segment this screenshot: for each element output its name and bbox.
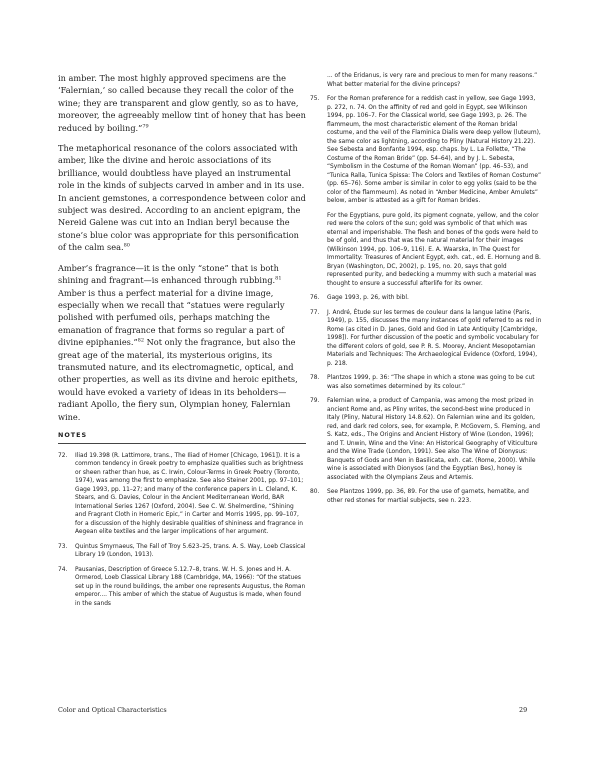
footnote-mark-79: 79 xyxy=(142,122,149,129)
note-78: 78. Plantzos 1999, p. 36: “The shape in which a stone was going to be cut was also sometimes determined by its colour.” xyxy=(310,375,535,390)
note-80: 80. See Plantzos 1999, pp. 36, 89. For the use of garnets, hematite, and other red stones for martial subjects, see n. 223. xyxy=(310,489,529,504)
running-footer-section: Color and Optical Characteristics xyxy=(58,706,167,714)
note-75: 75. For the Roman preference for a reddish cast in yellow, see Gage 1993, p. 272, n. 74. On the affinity of red and gold in Egypt, see Wilkinson 1994, pp. 106–7. For the Classical world, see Gage 1993, p. 26. The flammeum, the most characteristic element of the Roman bridal costume, and the veil of the Flaminica Dialis were deep yellow (luteum), the same color as lightning, according to Pliny (Natural History 21.22). See Sebesta and Bonfante 1994, esp. chaps. by L. La Follette, “The Costume of the Roman Bride” (pp. 54–64), and by J. L. Sebesta, “Symbolism in the Costume of the Roman Woman” (pp. 46–53), and “Tunica Ralla, Tunica Spissa: The Colors and Textiles of Roman Costume” (pp. 65–76). Some amber is similar in color to egg yolks (said to be the color of the flammeum). As noted in “Amber Medicine, Amber Amulets” below, amber is attested as a gift for Roman brides. xyxy=(310,96,542,204)
footnote-mark-81: 81 xyxy=(275,275,282,282)
footnote-mark-82: 82 xyxy=(137,337,145,344)
footnote-mark-80: 80 xyxy=(123,242,130,249)
note-74: 74. Pausanias, Description of Greece 5.12.7–8, trans. W. H. S. Jones and H. A. Ormerod, Loeb Classical Library 188 (Cambridge, MA, 1966): “Of the statues set up in the round buildings, the amber one represents Augustus, the Roman emperor.... This amber of which the statue of Augustus is made, when found in the sands xyxy=(58,566,306,607)
note-79: 79. Falernian wine, a product of Campania, was among the most prized in ancient Rome and, as Pliny writes, the second-best wine produced in Italy (Pliny, Natural History 14.8.62). On Falernian wine and its golden, red, and dark red colors, see, for example, P. McGovern, S. Fleming, and S. Katz, eds., The Origins and Ancient History of Wine (London, 1996); and T. Unwin, Wine and the Vine: An Historical Geography of Viticulture and the Wine Trade (London, 1991). See also The Wine of Dionysus: Banquets of Gods and Men in Basilicata, exh. cat. (Rome, 2000). While wine is associated with Dionysos (and the Egyptian Bes), honey is associated with the Olympians Zeus and Artemis. xyxy=(310,398,540,481)
notes-heading: NOTES xyxy=(58,431,306,444)
right-column xyxy=(310,72,542,511)
note-74-continuation: ... of the Eridanus, is very rare and precious to men for many reasons.” What better material for the divine princeps? xyxy=(327,73,538,88)
note-75-paragraph-2: For the Egyptians, pure gold, its pigment cognate, yellow, and the color red were the colors of the sun; gold was symbolic of that which was eternal and imperishable. The flesh and bones of the gods were held to be of gold, and thus that was the natural material for their images (Wilkinson 1994, pp. 106–9, 116). E. A. Waarska, In The Quest for Immortality: Treasures of Ancient Egypt, exh. cat., ed. E. Hornung and B. Bryan (Washington, DC, 2002), p. 195, no. 20, says that gold represented purity, and bedecking a mummy with such a material was thought to ensure a successful afterlife for its owner. xyxy=(327,212,541,287)
note-73: 73. Quintus Smyrnaeus, The Fall of Troy 5.623–25, trans. A. S. Way, Loeb Classical Library 19 (London, 1913). xyxy=(58,543,306,559)
note-77: 77. J. André, Étude sur les termes de couleur dans la langue latine (Paris, 1949), p. 155, discusses the many instances of gold referred to as red in Rome (as cited in D. Janes, Gold and God in Late Antiquity [Cambridge, 1998]). For further discussion of the poetic and symbolic vocabulary for the different colors of gold, see P. R. S. Moorey, Ancient Mesopotamian Materials and Techniques: The Archaeological Evidence (Oxford, 1994), p. 218. xyxy=(310,309,542,367)
body-paragraph-3: Amber’s fragrance—it is the only “stone” that is both shining and fragrant—is enhanced through rubbing.$^{81}$ Amber is thus a perfect material for a divine image, especially when we recall that “statues were regularly polished with perfumed oils, perhaps matching the emanation of fragrance that forms so regular a part of divine epiphanies.”$^{82}$ Not only the fragrance, but also the great age of the material, its mysterious origins, its transmuted nature, and its electromagnetic, optical, and other properties, as well as its divine and heroic epithets, would have evoked a variety of ideas in its beholders—radiant Apollo, the fiery sun, Olympian honey, Falernian wine. xyxy=(58,262,298,422)
note-76: 76. Gage 1993, p. 26, with bibl. xyxy=(310,295,409,301)
body-paragraph-1: in amber. The most highly approved specimens are the ‘Falernian,’ so called because they recall the color of the wine; they are transparent and glow gently, so as to have, moreover, the agreeably mellow tint of honey that has been reduced by boiling.”$^{79}$ xyxy=(58,73,306,133)
left-column xyxy=(58,72,306,614)
body-paragraph-2: The metaphorical resonance of the colors associated with amber, like the divine and heroic associations of its brilliance, would doubtless have played an instrumental role in the kinds of subjects carved in amber and in its use. In ancient gemstones, a correspondence between color and subject was desired. According to an ancient epigram, the Nereid Galene was cut into an Indian beryl because the stone’s blue color was appropriate for this personification of the calm sea.$^{80}$ xyxy=(58,143,306,253)
page-number: 29 xyxy=(519,706,528,714)
note-72: 72. Iliad 19.398 (R. Lattimore, trans., The Iliad of Homer [Chicago, 1961]). It is a common tendency in Greek poetry to emphasize qualities such as brightness or sheen rather than hue, as C. Irwin, Colour-Terms in Greek Poetry (Toronto, 1974), was among the first to emphasize. See also Steiner 2001, pp. 97–101; Gage 1993, pp. 11–27; and many of the conference papers in L. Cleland, K. Stears, and G. Davies, Colour in the Ancient Mediterranean World, BAR International Series 1267 (Oxford, 2004). See C. W. Shelmerdine, “Shining and Fragrant Cloth in Homeric Epic,” in Carter and Morris 1995, pp. 99–107, for a discussion of the highly desirable qualities of shininess and fragrance in Aegean elite textiles and the larger implications of her argument. xyxy=(58,452,304,536)
